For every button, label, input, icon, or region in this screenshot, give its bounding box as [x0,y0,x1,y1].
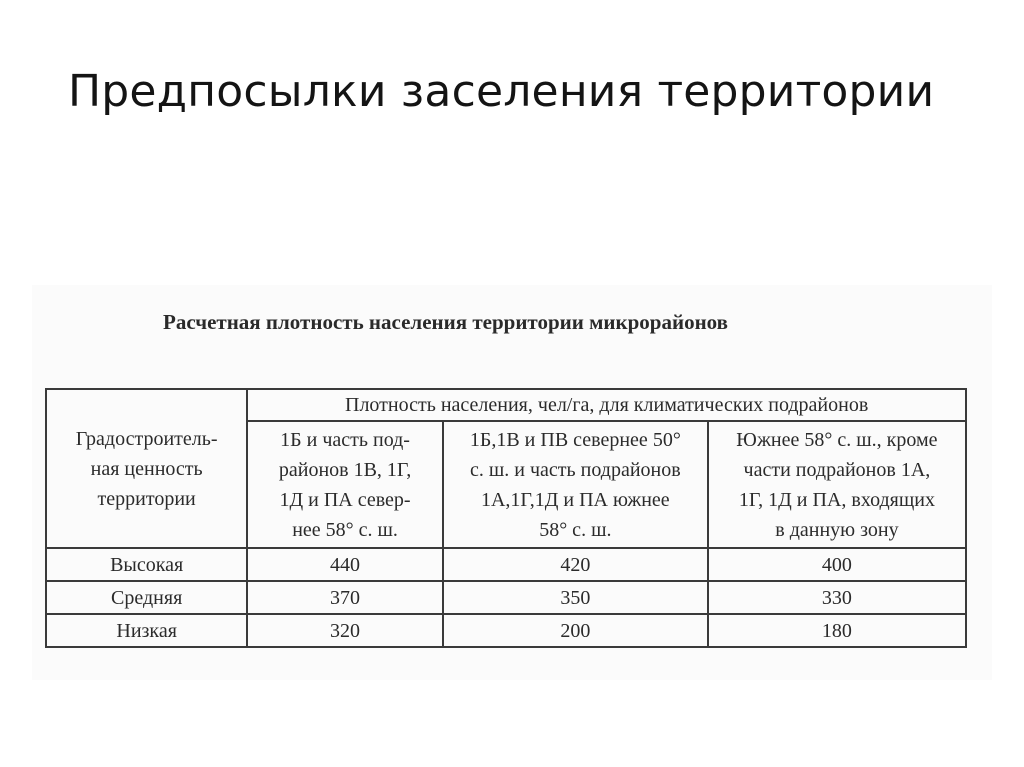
table-cell: 350 [443,581,708,614]
table-row [46,548,966,581]
table-cell: 180 [708,614,966,647]
table-row [46,581,966,614]
table-cell: 200 [443,614,708,647]
table-caption: Расчетная плотность населения территории микрорайонов [163,310,728,334]
table-header-row [46,389,966,421]
table-row [46,614,966,647]
column-header-1: 1Б и часть под- районов 1В, 1Г, 1Д и ПА север- нее 58° с. ш. [247,421,443,548]
table-cell: 420 [443,548,708,581]
column-header-3: Южнее 58° с. ш., кроме части подрайонов 1А, 1Г, 1Д и ПА, входящих в данную зону [708,421,966,548]
table-cell: 400 [708,548,966,581]
table-cell: 370 [247,581,443,614]
row-header-label: Градостроитель- ная ценность территории [46,389,247,548]
row-label: Высокая [46,548,247,581]
column-header-2: 1Б,1В и ПВ севернее 50° с. ш. и часть подрайонов 1А,1Г,1Д и ПА южнее 58° с. ш. [443,421,708,548]
slide-title: Предпосылки заселения территории [68,66,935,117]
table-cell: 320 [247,614,443,647]
density-table [45,388,967,648]
group-header: Плотность населения, чел/га, для климатических подрайонов [247,389,966,421]
row-label: Средняя [46,581,247,614]
row-label: Низкая [46,614,247,647]
table-cell: 330 [708,581,966,614]
table-cell: 440 [247,548,443,581]
